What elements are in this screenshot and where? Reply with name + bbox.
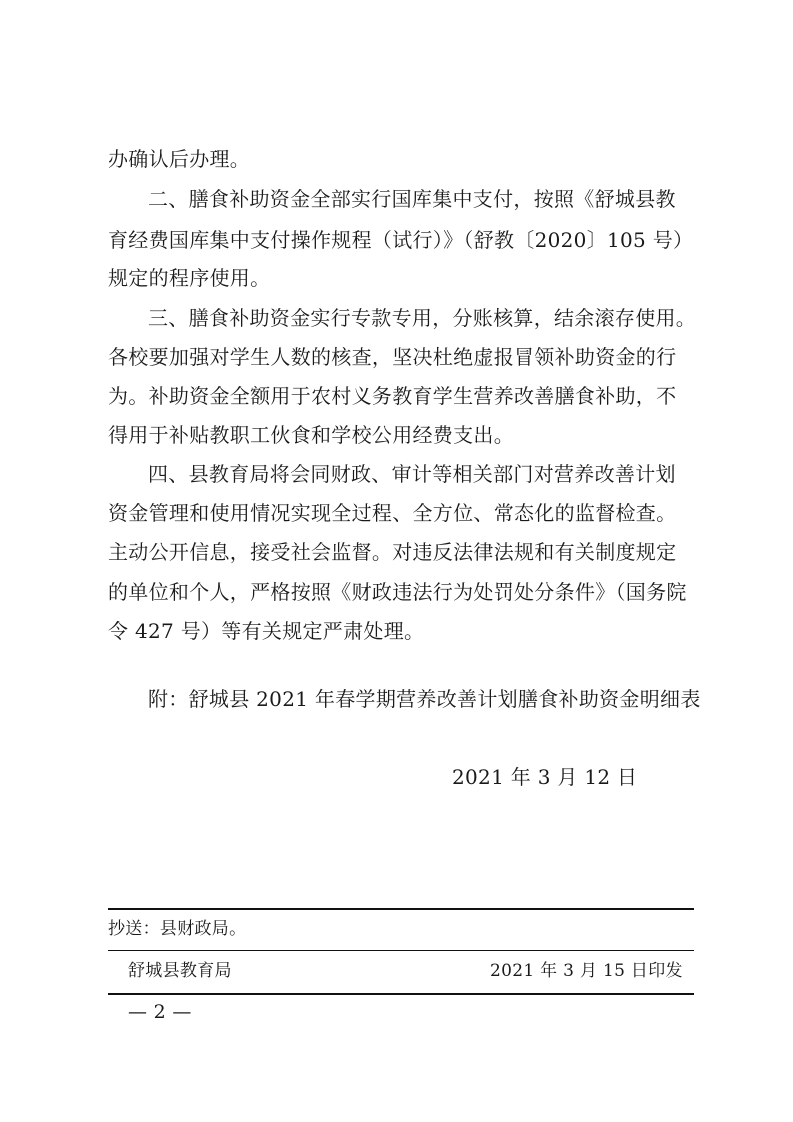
page-number: — 2 —: [128, 1001, 192, 1023]
footer-top-rule: [108, 908, 694, 910]
document-date: 2021 年 3 月 12 日: [452, 765, 638, 789]
print-date: 2021 年 3 月 15 日印发: [490, 961, 683, 981]
body-line-9: 四、县教育局将会同财政、审计等相关部门对营养改善计划: [148, 462, 676, 486]
issuer: 舒城县教育局: [128, 961, 232, 981]
footer-bottom-rule: [108, 993, 694, 995]
body-line-11: 主动公开信息，接受社会监督。对违反法律法规和有关制度规定: [108, 540, 677, 564]
body-line-13: 令 427 号）等有关规定严肃处理。: [108, 619, 425, 643]
body-line-5: 三、膳食补助资金实行专款专用，分账核算，结余滚存使用。: [148, 306, 697, 330]
body-line-3: 育经费国库集中支付操作规程（试行）》（舒教〔2020〕105 号）: [108, 228, 694, 252]
attachment-line: 附：舒城县 2021 年春学期营养改善计划膳食补助资金明细表: [148, 687, 701, 711]
body-line-7: 为。补助资金全额用于农村义务教育学生营养改善膳食补助，不: [108, 384, 677, 408]
body-line-2: 二、膳食补助资金全部实行国库集中支付，按照《舒城县教: [148, 187, 676, 211]
cc-line: 抄送：县财政局。: [108, 919, 247, 939]
body-line-6: 各校要加强对学生人数的核查，坚决杜绝虚报冒领补助资金的行: [108, 345, 677, 369]
body-line-4: 规定的程序使用。: [108, 266, 271, 290]
body-line-1: 办确认后办理。: [108, 147, 251, 171]
footer-middle-rule: [108, 950, 694, 951]
body-line-8: 得用于补贴教职工伙食和学校公用经费支出。: [108, 423, 514, 447]
body-line-12: 的单位和个人，严格按照《财政违法行为处罚处分条件》（国务院: [108, 580, 687, 604]
body-line-10: 资金管理和使用情况实现全过程、全方位、常态化的监督检查。: [108, 501, 677, 525]
